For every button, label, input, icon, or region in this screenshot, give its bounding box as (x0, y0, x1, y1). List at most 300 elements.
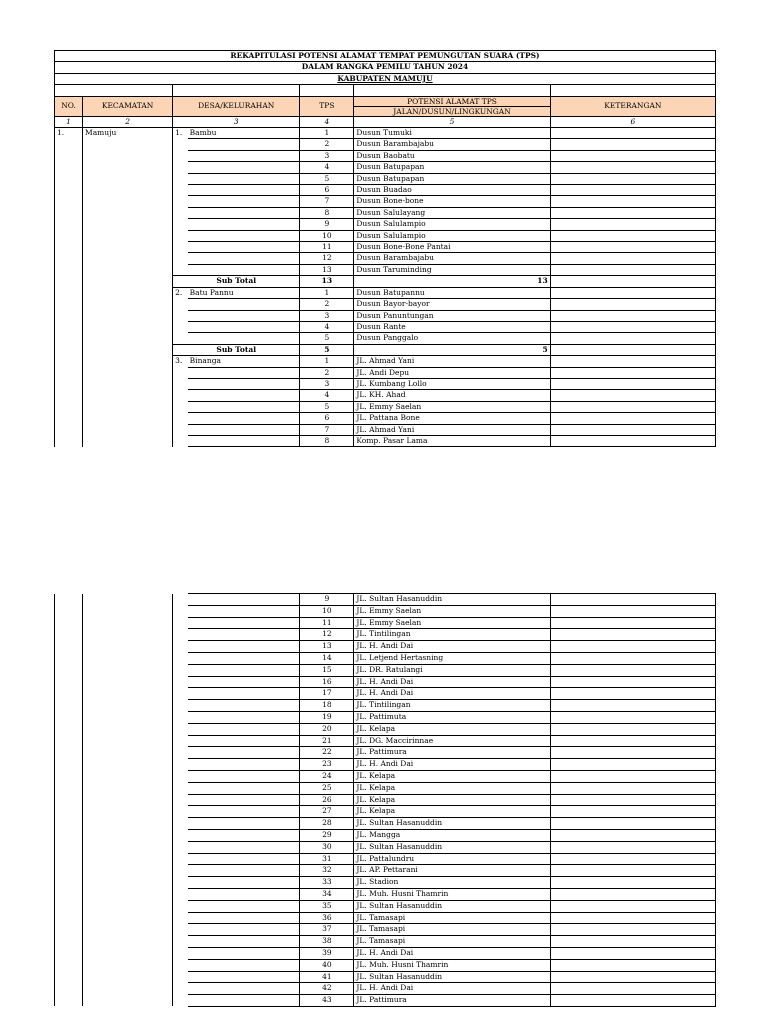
desa-name (188, 924, 300, 936)
desa-no (173, 401, 188, 412)
kecamatan-no (55, 652, 83, 664)
tps-address: JL. DG. Maccirinnae (354, 735, 550, 747)
report-subtitle-cell (55, 62, 716, 73)
subtotal-count: 5 (354, 344, 550, 355)
kecamatan-no (55, 242, 83, 253)
kecamatan-name (83, 829, 173, 841)
tps-number: 23 (300, 759, 354, 771)
tps-address: JL. Tamasapi (354, 912, 550, 924)
desa-no (173, 664, 188, 676)
kecamatan-name (83, 723, 173, 735)
tps-address: Dusun Tumuki (354, 128, 550, 139)
keterangan-cell (550, 782, 715, 794)
keterangan-cell (550, 912, 715, 924)
kecamatan-no (55, 995, 83, 1007)
kecamatan-name (83, 207, 173, 218)
subtotal-row (55, 344, 716, 355)
tps-row (55, 818, 716, 830)
kecamatan-no (55, 185, 83, 196)
tps-row (55, 664, 716, 676)
keterangan-cell (550, 230, 715, 241)
tps-address: JL. H. Andi Dai (354, 947, 550, 959)
desa-name (188, 207, 300, 218)
tps-number: 5 (300, 173, 354, 184)
kecamatan-no (55, 888, 83, 900)
desa-no (173, 230, 188, 241)
kecamatan-name (83, 321, 173, 332)
tps-row (55, 688, 716, 700)
report-title-row (55, 51, 716, 62)
report-title: REKAPITULASI POTENSI ALAMAT TEMPAT PEMUNGUTAN SUARA (TPS) (230, 51, 540, 60)
tps-row (55, 912, 716, 924)
tps-row (55, 841, 716, 853)
tps-row (55, 900, 716, 912)
tps-address: JL. Pattimura (354, 995, 550, 1007)
keterangan-cell (550, 629, 715, 641)
desa-no (173, 310, 188, 321)
kecamatan-name (83, 924, 173, 936)
desa-no (173, 912, 188, 924)
kecamatan-no (55, 139, 83, 150)
tps-row (55, 629, 716, 641)
kecamatan-name (83, 759, 173, 771)
kecamatan-name (83, 747, 173, 759)
kecamatan-name (83, 841, 173, 853)
kecamatan-no (55, 782, 83, 794)
desa-no (173, 253, 188, 264)
tps-address: JL. Tamasapi (354, 936, 550, 948)
desa-name (188, 641, 300, 653)
tps-row (55, 924, 716, 936)
kecamatan-name (83, 356, 173, 367)
desa-no: 2. (173, 287, 188, 298)
keterangan-cell (550, 688, 715, 700)
desa-no (173, 747, 188, 759)
tps-row (55, 605, 716, 617)
desa-no (173, 299, 188, 310)
kecamatan-no (55, 900, 83, 912)
desa-no (173, 877, 188, 889)
tps-number: 29 (300, 829, 354, 841)
desa-no (173, 782, 188, 794)
keterangan-cell (550, 759, 715, 771)
region-title: KABUPATEN MAMUJU (337, 73, 433, 83)
tps-row (55, 747, 716, 759)
kecamatan-name (83, 936, 173, 948)
keterangan-cell (550, 924, 715, 936)
tps-address: Dusun Batupapan (354, 173, 550, 184)
tps-number: 7 (300, 424, 354, 435)
tps-row (55, 806, 716, 818)
kecamatan-name (83, 139, 173, 150)
desa-name (188, 995, 300, 1007)
tps-row (55, 723, 716, 735)
keterangan-cell (550, 947, 715, 959)
tps-row (55, 888, 716, 900)
tps-number: 15 (300, 664, 354, 676)
tps-address: JL. Pattana Bone (354, 413, 550, 424)
tps-number: 2 (300, 299, 354, 310)
desa-no (173, 723, 188, 735)
kecamatan-name (83, 617, 173, 629)
kecamatan-name (83, 900, 173, 912)
subtotal-count: 13 (354, 276, 550, 287)
tps-row (55, 424, 716, 435)
kecamatan-name (83, 735, 173, 747)
keterangan-cell (550, 162, 715, 173)
desa-no (173, 652, 188, 664)
column-number: 3 (173, 116, 300, 127)
desa-no (173, 936, 188, 948)
kecamatan-no (55, 853, 83, 865)
subtotal-label: Sub Total (173, 344, 300, 355)
recap-table-page-2 (54, 593, 716, 1007)
report-title-cell (55, 51, 716, 62)
tps-row (55, 770, 716, 782)
desa-no (173, 759, 188, 771)
tps-address: JL. Kelapa (354, 770, 550, 782)
kecamatan-no (55, 378, 83, 389)
kecamatan-name (83, 770, 173, 782)
desa-name (188, 401, 300, 412)
tps-number: 16 (300, 676, 354, 688)
column-number: 6 (550, 116, 715, 127)
tps-number: 12 (300, 253, 354, 264)
kecamatan-no (55, 971, 83, 983)
tps-number: 21 (300, 735, 354, 747)
kecamatan-name (83, 424, 173, 435)
tps-row (55, 367, 716, 378)
tps-number: 42 (300, 983, 354, 995)
kecamatan-name (83, 888, 173, 900)
kecamatan-no (55, 711, 83, 723)
recap-table-page-1 (54, 50, 716, 447)
desa-name (188, 230, 300, 241)
tps-address: JL. KH. Ahad (354, 390, 550, 401)
kecamatan-name (83, 983, 173, 995)
kecamatan-name (83, 435, 173, 446)
kecamatan-no (55, 629, 83, 641)
kecamatan-no (55, 321, 83, 332)
kecamatan-name (83, 264, 173, 275)
tps-row (55, 253, 716, 264)
desa-name (188, 605, 300, 617)
desa-no (173, 378, 188, 389)
tps-address: JL. Muh. Husni Thamrin (354, 959, 550, 971)
tps-row (55, 310, 716, 321)
tps-address: Dusun Barambajabu (354, 139, 550, 150)
tps-address: JL. Emmy Saelan (354, 617, 550, 629)
tps-address: JL. Pattalundru (354, 853, 550, 865)
tps-address: JL. Andi Depu (354, 367, 550, 378)
desa-name (188, 333, 300, 344)
tps-row (55, 617, 716, 629)
desa-name (188, 173, 300, 184)
tps-row (55, 287, 716, 298)
kecamatan-name (83, 173, 173, 184)
tps-address: JL. H. Andi Dai (354, 688, 550, 700)
keterangan-cell (550, 242, 715, 253)
kecamatan-name (83, 947, 173, 959)
kecamatan-name (83, 299, 173, 310)
kecamatan-no (55, 287, 83, 298)
desa-name (188, 219, 300, 230)
desa-name: Bambu (188, 128, 300, 139)
desa-name (188, 378, 300, 389)
tps-row (55, 877, 716, 889)
desa-name (188, 139, 300, 150)
kecamatan-name (83, 664, 173, 676)
desa-no (173, 947, 188, 959)
desa-name (188, 888, 300, 900)
tps-row (55, 782, 716, 794)
kecamatan-no (55, 253, 83, 264)
tps-row (55, 321, 716, 332)
kecamatan-no (55, 605, 83, 617)
tps-number: 24 (300, 770, 354, 782)
kecamatan-no (55, 735, 83, 747)
kecamatan-name (83, 276, 173, 287)
tps-row (55, 971, 716, 983)
desa-name (188, 253, 300, 264)
header-jalan: JALAN/DUSUN/LINGKUNGAN (354, 106, 550, 116)
keterangan-cell (550, 207, 715, 218)
tps-number: 17 (300, 688, 354, 700)
kecamatan-no (55, 912, 83, 924)
keterangan-cell (550, 711, 715, 723)
desa-name (188, 594, 300, 606)
tps-row (55, 641, 716, 653)
desa-no (173, 641, 188, 653)
kecamatan-no (55, 747, 83, 759)
tps-number: 7 (300, 196, 354, 207)
tps-address: Dusun Buadao (354, 185, 550, 196)
keterangan-cell (550, 299, 715, 310)
desa-no (173, 711, 188, 723)
keterangan-cell (550, 173, 715, 184)
tps-address: Dusun Bone-bone (354, 196, 550, 207)
tps-row (55, 207, 716, 218)
tps-address: JL. Kumbang Lollo (354, 378, 550, 389)
kecamatan-name (83, 242, 173, 253)
kecamatan-no (55, 641, 83, 653)
kecamatan-no: 1. (55, 128, 83, 139)
spacer-cell (173, 85, 300, 96)
keterangan-cell (550, 185, 715, 196)
tps-row (55, 333, 716, 344)
desa-name (188, 264, 300, 275)
desa-name (188, 865, 300, 877)
tps-address: JL. Kelapa (354, 782, 550, 794)
tps-number: 3 (300, 378, 354, 389)
kecamatan-no (55, 299, 83, 310)
desa-name (188, 770, 300, 782)
keterangan-cell (550, 829, 715, 841)
kecamatan-no (55, 367, 83, 378)
kecamatan-name (83, 390, 173, 401)
tps-address: JL. Kelapa (354, 806, 550, 818)
tps-row (55, 676, 716, 688)
keterangan-cell (550, 983, 715, 995)
keterangan-cell (550, 356, 715, 367)
keterangan-cell (550, 401, 715, 412)
tps-number: 9 (300, 594, 354, 606)
tps-number: 10 (300, 605, 354, 617)
tps-number: 35 (300, 900, 354, 912)
tps-address: Dusun Rante (354, 321, 550, 332)
keterangan-cell (550, 367, 715, 378)
subtotal-tps: 5 (300, 344, 354, 355)
desa-no (173, 770, 188, 782)
column-number: 5 (354, 116, 550, 127)
desa-no (173, 242, 188, 253)
desa-no (173, 959, 188, 971)
desa-no (173, 888, 188, 900)
tps-row (55, 401, 716, 412)
spacer-cell (300, 85, 354, 96)
kecamatan-name (83, 344, 173, 355)
tps-address: JL. Ahmad Yani (354, 356, 550, 367)
kecamatan-no (55, 770, 83, 782)
desa-name (188, 617, 300, 629)
kecamatan-name: Mamuju (83, 128, 173, 139)
kecamatan-no (55, 207, 83, 218)
tps-address: JL. DR. Ratulangi (354, 664, 550, 676)
region-title-row (55, 73, 716, 84)
desa-no (173, 971, 188, 983)
kecamatan-name (83, 794, 173, 806)
tps-address: Dusun Panuntungan (354, 310, 550, 321)
tps-row (55, 230, 716, 241)
desa-name (188, 818, 300, 830)
desa-no (173, 594, 188, 606)
desa-name (188, 853, 300, 865)
tps-number: 20 (300, 723, 354, 735)
keterangan-cell (550, 424, 715, 435)
tps-address: Dusun Salulampio (354, 219, 550, 230)
desa-no (173, 173, 188, 184)
desa-no (173, 264, 188, 275)
keterangan-cell (550, 413, 715, 424)
tps-address: JL. Sultan Hasanuddin (354, 594, 550, 606)
kecamatan-no (55, 264, 83, 275)
tps-row (55, 865, 716, 877)
desa-no (173, 688, 188, 700)
desa-name (188, 435, 300, 446)
desa-no (173, 390, 188, 401)
kecamatan-name (83, 818, 173, 830)
header-keterangan: KETERANGAN (550, 96, 715, 116)
keterangan-cell (550, 150, 715, 161)
kecamatan-name (83, 401, 173, 412)
tps-address: JL. Sultan Hasanuddin (354, 971, 550, 983)
desa-no (173, 629, 188, 641)
desa-no (173, 139, 188, 150)
desa-no (173, 794, 188, 806)
tps-number: 31 (300, 853, 354, 865)
kecamatan-name (83, 378, 173, 389)
desa-name (188, 794, 300, 806)
kecamatan-name (83, 310, 173, 321)
kecamatan-name (83, 413, 173, 424)
kecamatan-name (83, 605, 173, 617)
region-title-cell (55, 73, 716, 84)
tps-number: 1 (300, 128, 354, 139)
tps-address: JL. AP. Pettarani (354, 865, 550, 877)
kecamatan-no (55, 413, 83, 424)
tps-address: JL. Letjend Hertasning (354, 652, 550, 664)
kecamatan-no (55, 829, 83, 841)
keterangan-cell (550, 794, 715, 806)
tps-number: 30 (300, 841, 354, 853)
desa-name (188, 759, 300, 771)
keterangan-cell (550, 700, 715, 712)
desa-name (188, 162, 300, 173)
tps-address: Dusun Batupapan (354, 162, 550, 173)
kecamatan-no (55, 356, 83, 367)
tps-number: 6 (300, 185, 354, 196)
kecamatan-name (83, 594, 173, 606)
header-row (55, 96, 716, 106)
kecamatan-name (83, 853, 173, 865)
keterangan-cell (550, 723, 715, 735)
kecamatan-no (55, 424, 83, 435)
tps-address: JL. Sultan Hasanuddin (354, 900, 550, 912)
subtotal-tps: 13 (300, 276, 354, 287)
kecamatan-name (83, 806, 173, 818)
tps-number: 11 (300, 242, 354, 253)
kecamatan-name (83, 230, 173, 241)
desa-name (188, 652, 300, 664)
tps-address: JL. Kelapa (354, 723, 550, 735)
kecamatan-no (55, 688, 83, 700)
keterangan-cell (550, 770, 715, 782)
subtotal-label: Sub Total (173, 276, 300, 287)
desa-no (173, 806, 188, 818)
tps-row (55, 947, 716, 959)
tps-number: 22 (300, 747, 354, 759)
desa-name (188, 971, 300, 983)
tps-number: 11 (300, 617, 354, 629)
tps-address: JL. Pattimuta (354, 711, 550, 723)
kecamatan-no (55, 877, 83, 889)
desa-no (173, 424, 188, 435)
keterangan-cell (550, 747, 715, 759)
tps-number: 13 (300, 641, 354, 653)
tps-row (55, 242, 716, 253)
tps-number: 41 (300, 971, 354, 983)
spacer-cell (55, 85, 173, 96)
kecamatan-no (55, 344, 83, 355)
kecamatan-no (55, 959, 83, 971)
kecamatan-no (55, 818, 83, 830)
kecamatan-name (83, 877, 173, 889)
keterangan-cell (550, 253, 715, 264)
tps-number: 9 (300, 219, 354, 230)
desa-no (173, 605, 188, 617)
desa-no (173, 367, 188, 378)
tps-number: 1 (300, 287, 354, 298)
desa-name (188, 242, 300, 253)
keterangan-cell (550, 841, 715, 853)
header-desa: DESA/KELURAHAN (173, 96, 300, 116)
tps-number: 1 (300, 356, 354, 367)
tps-row (55, 299, 716, 310)
desa-no (173, 700, 188, 712)
tps-number: 5 (300, 333, 354, 344)
kecamatan-name (83, 782, 173, 794)
tps-address: JL. Sultan Hasanuddin (354, 841, 550, 853)
